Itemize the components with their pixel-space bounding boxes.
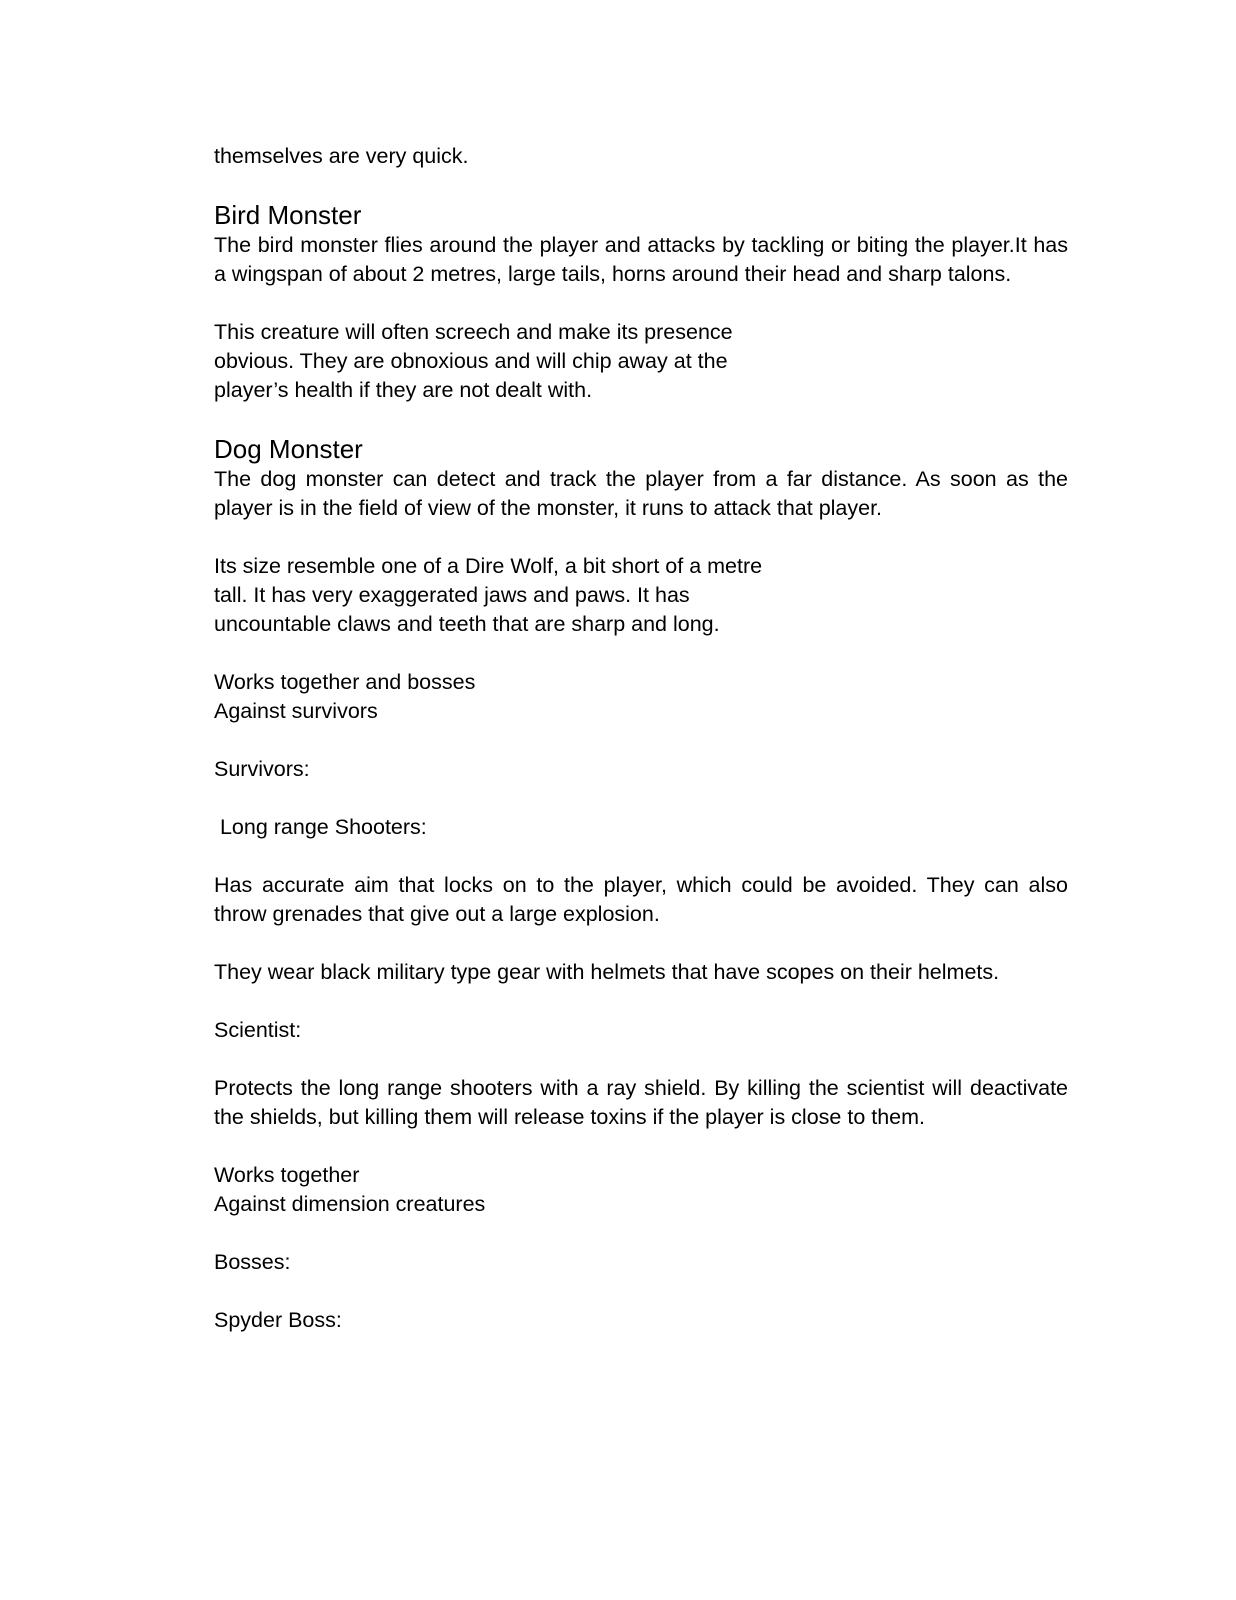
long-range-shooters-heading: Long range Shooters: [214, 815, 427, 839]
dog-monster-description: The dog monster can detect and track the player from a far distance. As soon as the player is in the field of view of the monster, it runs to attack that player. [214, 467, 1068, 520]
creatures-note-line: Against survivors [214, 699, 378, 723]
scientist-description: Protects the long range shooters with a ray shield. By killing the scientist will deactivate the shields, but killing them will release toxins if the player is close to them. [214, 1076, 1068, 1129]
dog-monster-appearance [214, 552, 1068, 639]
spyder-boss-heading: Spyder Boss: [214, 1308, 342, 1332]
survivors-note-line: Works together [214, 1163, 360, 1187]
creatures-note-line: Works together and bosses [214, 670, 476, 694]
bird-behaviour-line: This creature will often screech and make its presence [214, 320, 733, 344]
survivors-heading: Survivors: [214, 757, 310, 781]
scientist-heading: Scientist: [214, 1018, 302, 1042]
shooters-ability-text: Has accurate aim that locks on to the player, which could be avoided. They can also throw grenades that give out a large explosion. [214, 873, 1068, 926]
survivors-relation-note [214, 1161, 1068, 1219]
dog-appearance-line: uncountable claws and teeth that are sharp and long. [214, 612, 720, 636]
document-body [214, 142, 1068, 1335]
bosses-heading: Bosses: [214, 1250, 291, 1274]
bird-monster-heading: Bird Monster [214, 200, 362, 230]
creatures-relation-note [214, 668, 1068, 726]
bird-behaviour-line: player’s health if they are not dealt with. [214, 378, 593, 402]
dog-monster-heading: Dog Monster [214, 434, 363, 464]
intro-line: themselves are very quick. [214, 144, 469, 168]
shooters-appearance-text: They wear black military type gear with helmets that have scopes on their helmets. [214, 960, 1000, 984]
survivors-note-line: Against dimension creatures [214, 1192, 486, 1216]
bird-monster-description: The bird monster flies around the player and attacks by tackling or biting the player.It has a wingspan of about 2 metres, large tails, horns around their head and sharp talons. [214, 233, 1068, 286]
bird-behaviour-line: obvious. They are obnoxious and will chip away at the [214, 349, 728, 373]
bird-monster-behaviour [214, 318, 1068, 405]
dog-appearance-line: tall. It has very exaggerated jaws and paws. It has [214, 583, 690, 607]
dog-appearance-line: Its size resemble one of a Dire Wolf, a bit short of a metre [214, 554, 763, 578]
